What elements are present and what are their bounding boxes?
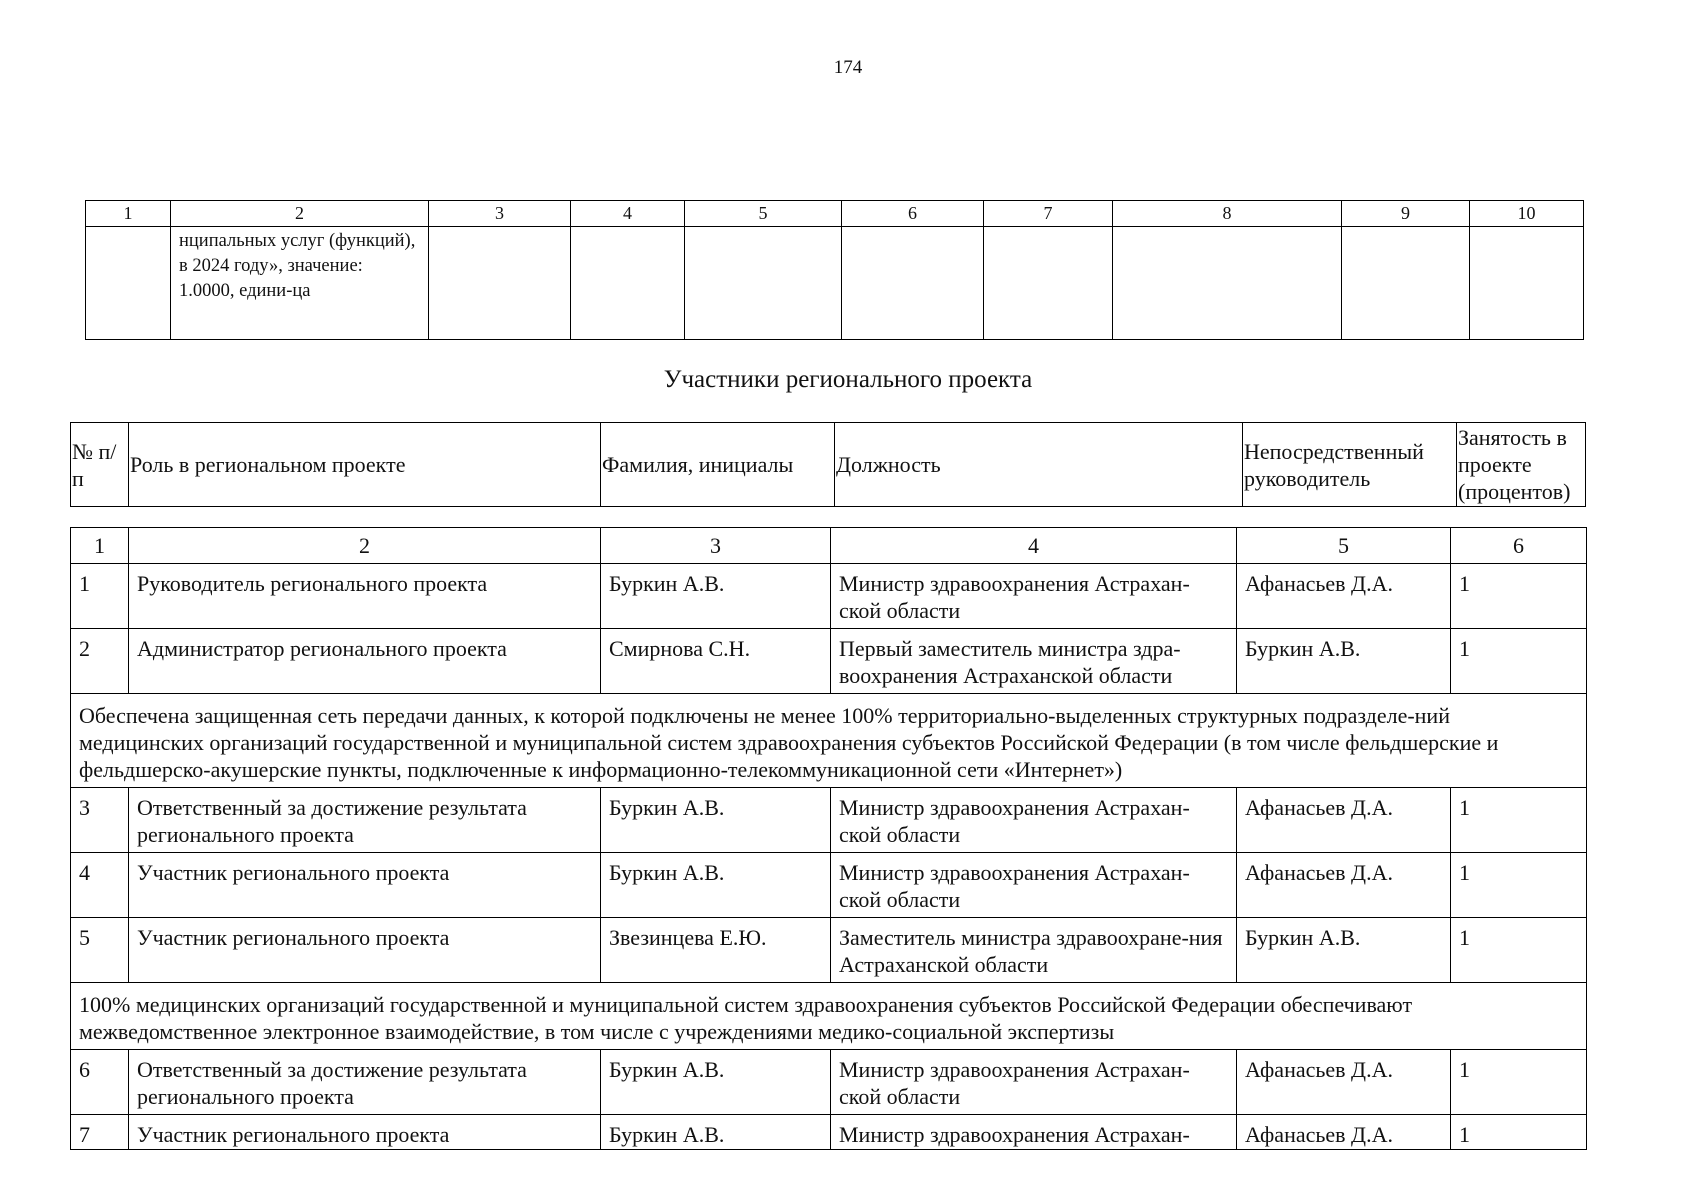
row-number: 6 (71, 1050, 129, 1115)
position: Министр здравоохранения Астрахан-ской области (831, 788, 1237, 853)
column-number: 10 (1470, 201, 1584, 227)
table-cell (1113, 227, 1342, 340)
table-cell (984, 227, 1113, 340)
header-load: Занятость в проекте (процентов) (1457, 423, 1586, 507)
manager: Афанасьев Д.А. (1237, 564, 1451, 629)
row-number: 4 (71, 853, 129, 918)
column-number-row (71, 528, 1587, 564)
column-number: 3 (429, 201, 571, 227)
role: Ответственный за достижение результата регионального проекта (129, 1050, 601, 1115)
table-row (71, 564, 1587, 629)
column-number: 4 (831, 528, 1237, 564)
load: 1 (1451, 564, 1587, 629)
manager: Буркин А.В. (1237, 629, 1451, 694)
header-name: Фамилия, инициалы (601, 423, 835, 507)
position: Министр здравоохранения Астрахан-ской области (831, 1050, 1237, 1115)
person-name: Буркин А.В. (601, 1115, 831, 1150)
table-row (71, 918, 1587, 983)
column-number: 6 (1451, 528, 1587, 564)
row-number: 2 (71, 629, 129, 694)
top-continuation-table (85, 200, 1584, 340)
person-name: Буркин А.В. (601, 853, 831, 918)
header-position: Должность (835, 423, 1243, 507)
table-cell (685, 227, 842, 340)
manager: Афанасьев Д.А. (1237, 788, 1451, 853)
column-number: 7 (984, 201, 1113, 227)
table-row (71, 853, 1587, 918)
header-role: Роль в региональном проекте (129, 423, 601, 507)
role: Участник регионального проекта (129, 853, 601, 918)
load: 1 (1451, 1115, 1587, 1150)
row-number: 7 (71, 1115, 129, 1150)
column-number: 2 (171, 201, 429, 227)
goal-row (71, 694, 1587, 788)
column-number-row (86, 201, 1584, 227)
column-number: 8 (1113, 201, 1342, 227)
goal-row (71, 983, 1587, 1050)
position: Министр здравоохранения Астрахан- (831, 1115, 1237, 1150)
position: Первый заместитель министра здра-воохранения Астраханской области (831, 629, 1237, 694)
row-number: 1 (71, 564, 129, 629)
table-row (71, 1115, 1587, 1150)
row-number: 3 (71, 788, 129, 853)
participants-header-table (70, 422, 1586, 507)
goal-text: Обеспечена защищенная сеть передачи данных, к которой подключены не менее 100% территориально-выделенных структурных подразделе-ний медицинских организаций государственной и муниципальной систем здравоохранения субъектов Российской Федерации (в том числе фельдшерские и фельдшерско-акушерские пункты, подключенные к информационно-телекоммуникационной сети «Интернет») (71, 694, 1587, 788)
table-cell (1342, 227, 1470, 340)
role: Руководитель регионального проекта (129, 564, 601, 629)
load: 1 (1451, 629, 1587, 694)
header-manager: Непосредственный руководитель (1243, 423, 1457, 507)
load: 1 (1451, 1050, 1587, 1115)
person-name: Буркин А.В. (601, 788, 831, 853)
table-row (71, 1050, 1587, 1115)
table-cell (842, 227, 984, 340)
goal-text: 100% медицинских организаций государственной и муниципальной систем здравоохранения субъектов Российской Федерации обеспечивают межведомственное электронное взаимодействие, в том числе с учреждениями медико-социальной экспертизы (71, 983, 1587, 1050)
load: 1 (1451, 853, 1587, 918)
table-cell (1470, 227, 1584, 340)
column-number: 3 (601, 528, 831, 564)
position: Заместитель министра здравоохране-ния Астраханской области (831, 918, 1237, 983)
section-title: Участники регионального проекта (663, 366, 1033, 393)
column-number: 1 (86, 201, 171, 227)
role: Участник регионального проекта (129, 1115, 601, 1150)
person-name: Буркин А.В. (601, 1050, 831, 1115)
continuation-text: нципальных услуг (функций), в 2024 году», значение: 1.0000, едини-ца (171, 227, 429, 340)
manager: Афанасьев Д.А. (1237, 1050, 1451, 1115)
column-number: 5 (1237, 528, 1451, 564)
column-number: 2 (129, 528, 601, 564)
header-number: № п/п (71, 423, 129, 507)
table-row (71, 629, 1587, 694)
manager: Буркин А.В. (1237, 918, 1451, 983)
role: Ответственный за достижение результата регионального проекта (129, 788, 601, 853)
table-cell (429, 227, 571, 340)
person-name: Смирнова С.Н. (601, 629, 831, 694)
column-number: 1 (71, 528, 129, 564)
manager: Афанасьев Д.А. (1237, 1115, 1451, 1150)
column-number: 6 (842, 201, 984, 227)
page-number: 174 (833, 57, 863, 78)
load: 1 (1451, 788, 1587, 853)
participants-table (70, 527, 1587, 1150)
table-cell (86, 227, 171, 340)
table-row (71, 788, 1587, 853)
column-number: 5 (685, 201, 842, 227)
position: Министр здравоохранения Астрахан-ской области (831, 564, 1237, 629)
role: Администратор регионального проекта (129, 629, 601, 694)
column-number: 9 (1342, 201, 1470, 227)
position: Министр здравоохранения Астрахан-ской области (831, 853, 1237, 918)
role: Участник регионального проекта (129, 918, 601, 983)
column-number: 4 (571, 201, 685, 227)
row-number: 5 (71, 918, 129, 983)
person-name: Буркин А.В. (601, 564, 831, 629)
manager: Афанасьев Д.А. (1237, 853, 1451, 918)
header-row (71, 423, 1586, 507)
load: 1 (1451, 918, 1587, 983)
person-name: Звезинцева Е.Ю. (601, 918, 831, 983)
table-row (86, 227, 1584, 340)
table-cell (571, 227, 685, 340)
